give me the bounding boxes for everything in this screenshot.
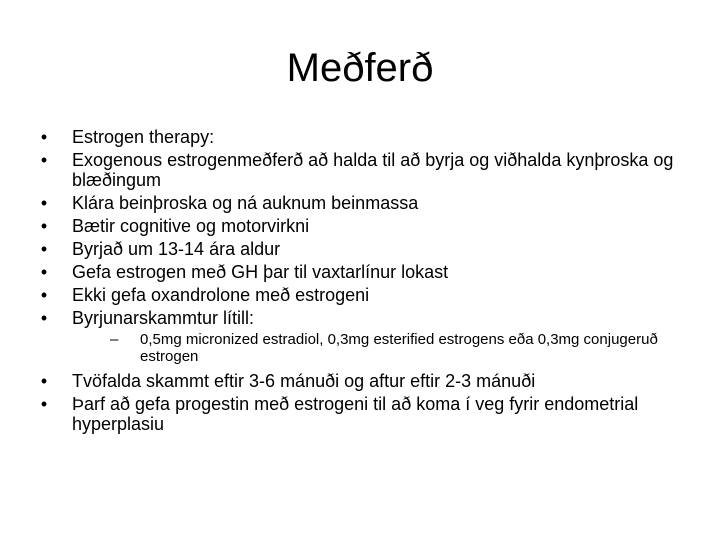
list-item-text: Estrogen therapy: xyxy=(72,127,215,147)
bullet-list xyxy=(34,127,674,437)
list-item xyxy=(34,394,674,434)
list-item xyxy=(34,193,674,213)
bullet-icon: • xyxy=(40,239,48,259)
list-item-text: Byrjað um 13-14 ára aldur xyxy=(72,239,281,259)
list-item xyxy=(34,262,674,282)
list-item xyxy=(34,285,674,305)
dash-icon: – xyxy=(110,331,119,348)
list-item-text: Klára beinþroska og ná auknum beinmassa xyxy=(72,193,419,213)
bullet-icon: • xyxy=(40,308,48,328)
bullet-icon: • xyxy=(40,127,48,147)
bullet-icon: • xyxy=(40,285,48,305)
list-item xyxy=(34,127,674,147)
list-item-text: Gefa estrogen með GH þar til vaxtarlínur lokast xyxy=(72,262,449,282)
list-item-text: Bætir cognitive og motorvirkni xyxy=(72,216,310,236)
list-item xyxy=(34,150,674,190)
list-item-text: Byrjunarskammtur lítill: xyxy=(72,308,255,328)
list-item xyxy=(34,308,674,365)
list-item-text: Þarf að gefa progestin með estrogeni til að koma í veg fyrir endometrial hyperplasiu xyxy=(72,394,639,434)
list-item-text: Tvöfalda skammt eftir 3-6 mánuði og aftur eftir 2-3 mánuði xyxy=(72,371,536,391)
list-item xyxy=(34,239,674,259)
bullet-icon: • xyxy=(40,371,48,391)
bullet-icon: • xyxy=(40,216,48,236)
list-item xyxy=(34,216,674,236)
slide-title: Meðferð xyxy=(286,46,434,90)
bullet-icon: • xyxy=(40,150,48,170)
sub-list-item xyxy=(72,331,674,365)
bullet-icon: • xyxy=(40,262,48,282)
list-item xyxy=(34,371,674,391)
list-item-text: Ekki gefa oxandrolone með estrogeni xyxy=(72,285,370,305)
list-item-text: Exogenous estrogenmeðferð að halda til að byrja og viðhalda kynþroska og blæðingum xyxy=(72,150,674,190)
bullet-icon: • xyxy=(40,394,48,414)
sub-list xyxy=(72,331,674,365)
bullet-icon: • xyxy=(40,193,48,213)
sub-list-item-text: 0,5mg micronized estradiol, 0,3mg esterified estrogens eða 0,3mg conjugeruð estrogen xyxy=(140,331,658,365)
